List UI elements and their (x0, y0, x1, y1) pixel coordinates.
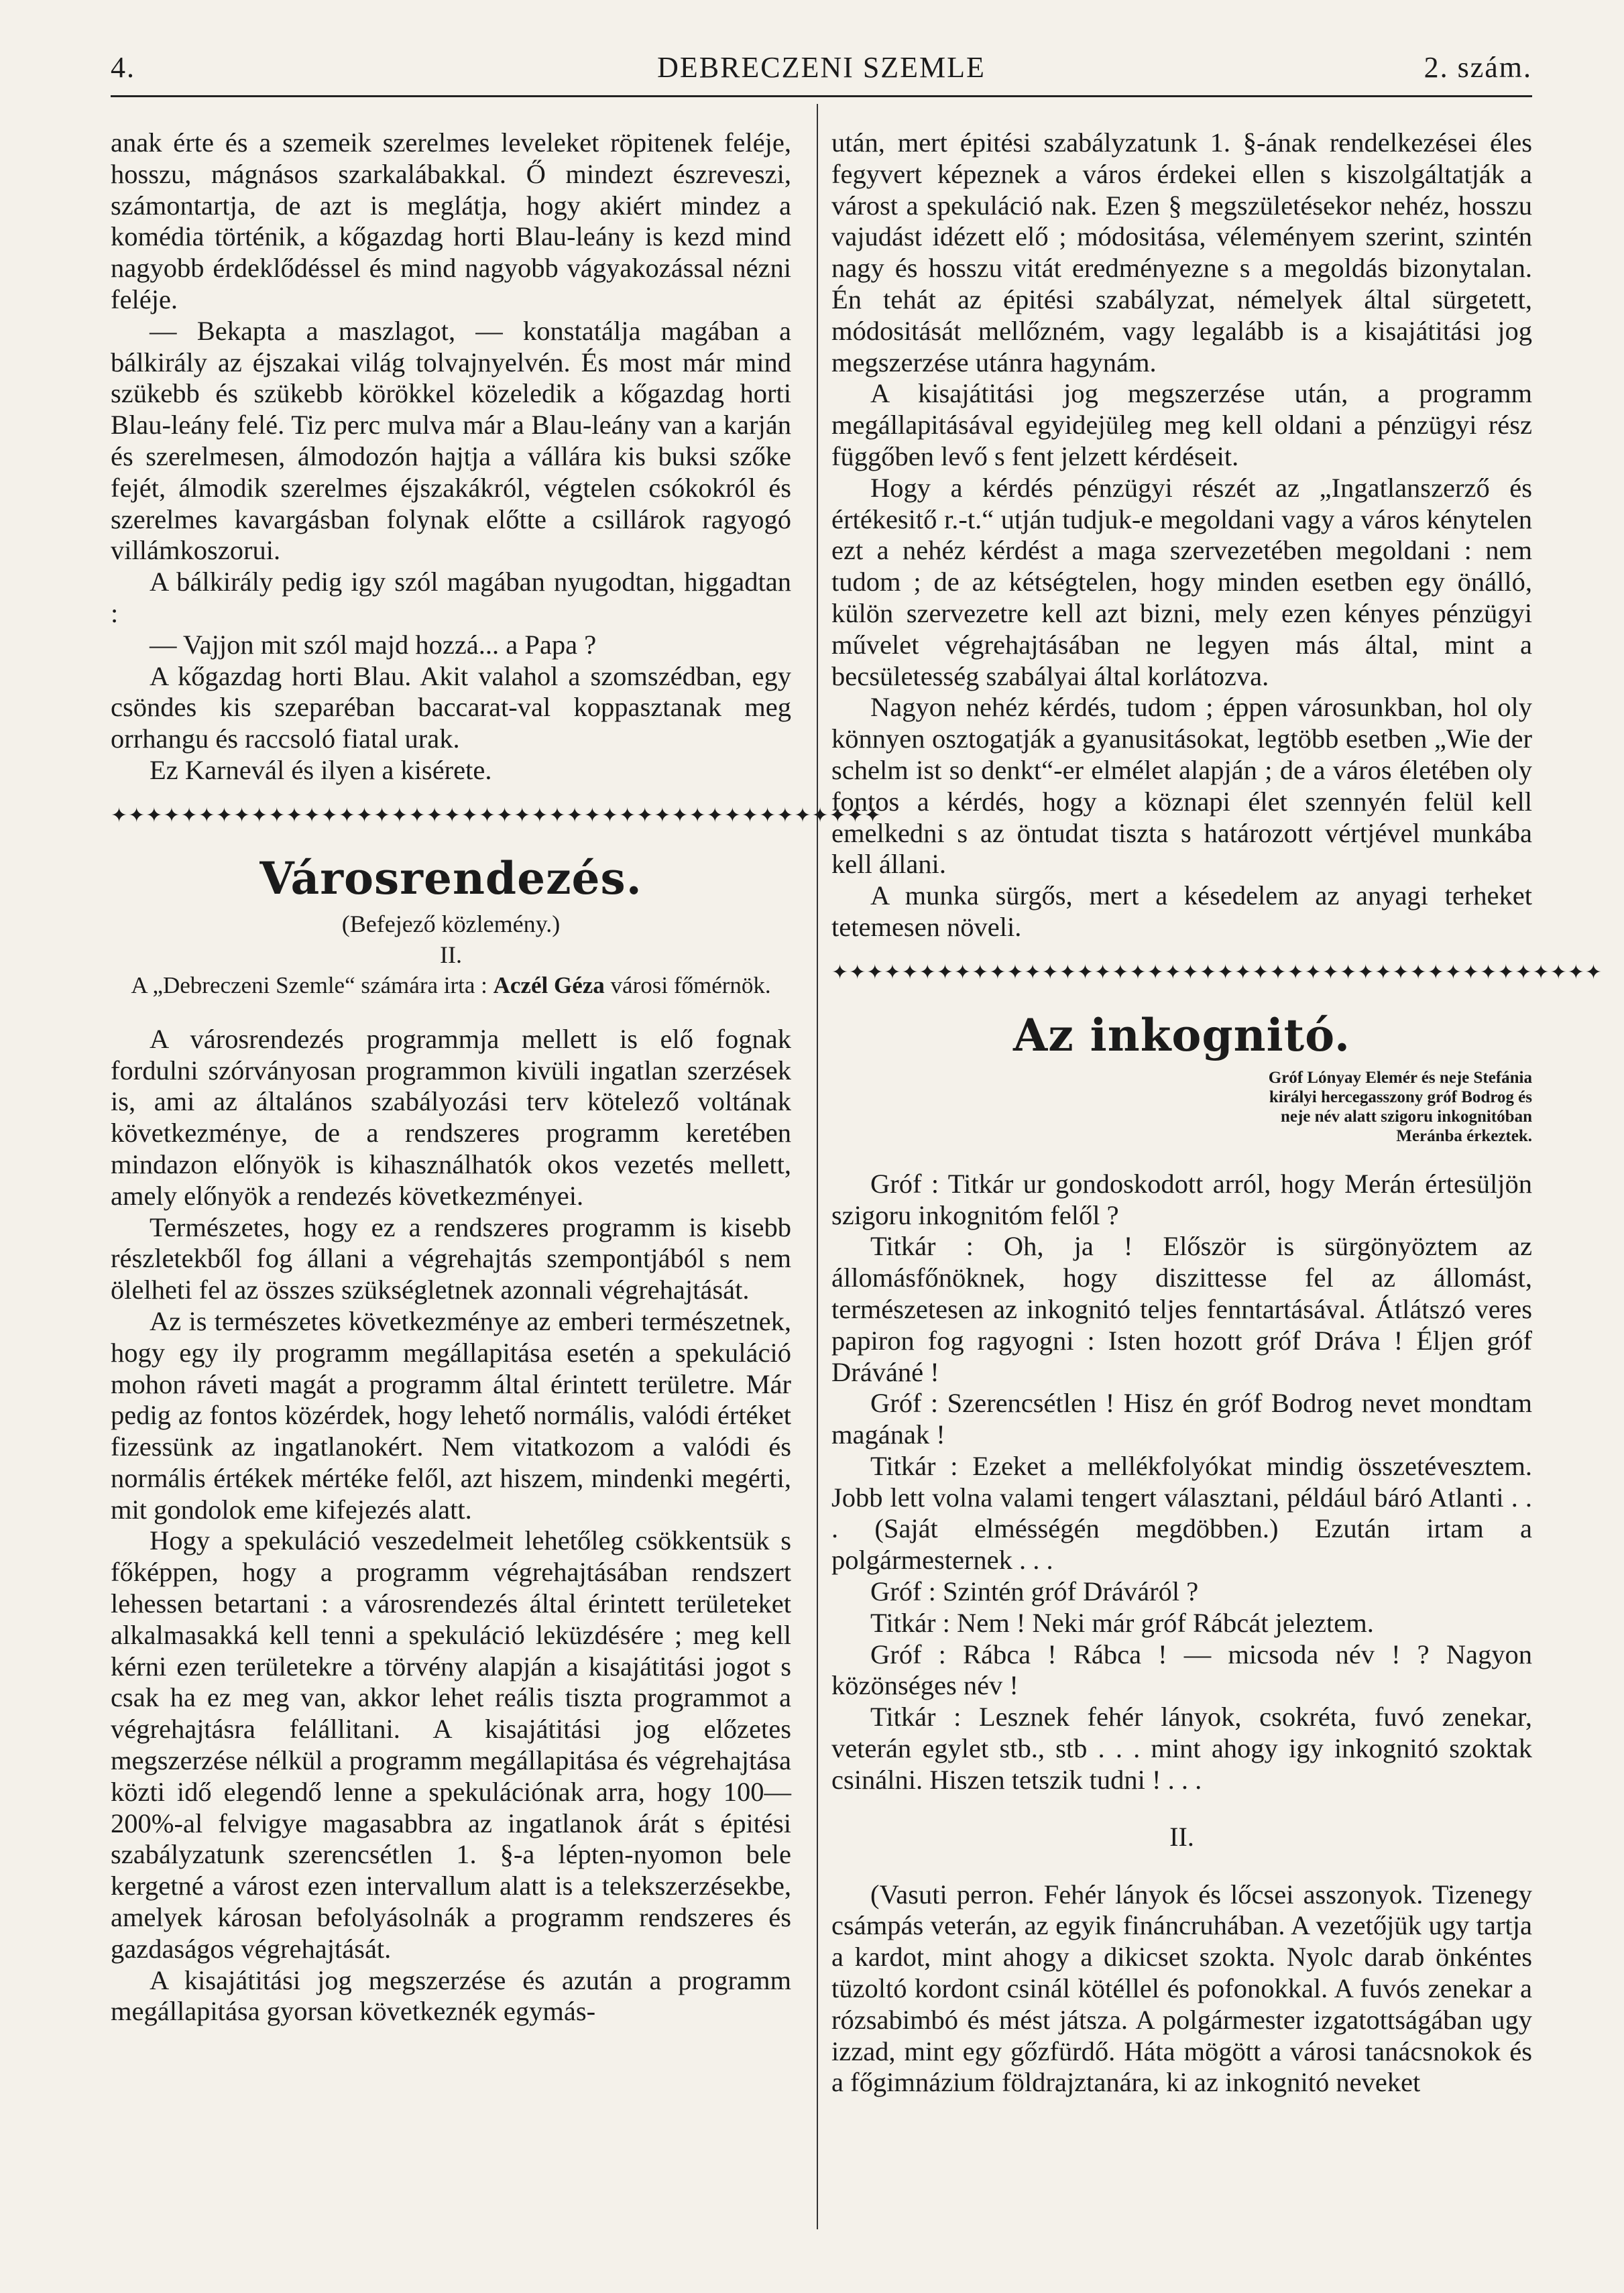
paragraph: A kisajátitási jog megszerzése és azután a programm megállapitása gyorsan következnék egymás- (111, 1964, 791, 2027)
paragraph: A kőgazdag horti Blau. Akit valahol a szomszédban, egy csöndes kis szeparéban baccarat-val koppasztanak meg orrhangu és raccsoló fiatal urak. (111, 660, 791, 754)
paragraph: anak érte és a szemeik szerelmes leveleket röpitenek feléje, hosszu, mágnásos szarkalábakkal. Ő mindezt észreveszi, számontartja, de azt is meglátja, hogy akiért mindez a komédia történik, a kőgazdag horti Blau-leány is kezd mind nagyobb érdeklődéssel és mind nagyobb vágyakozással nézni feléje. (111, 127, 791, 314)
story-title: Az inkognitó. (1012, 1008, 1350, 1061)
paragraph: Titkár : Ezeket a mellékfolyókat mindig összetévesztem. Jobb lett volna valami tengert választani, például báró Atlanti . . . (Saját elmésségén megdöbben.) Ezután irtam a polgármesternek . . . (831, 1450, 1532, 1576)
byline-author: Aczél Géza (493, 972, 605, 998)
paragraph: Titkár : Oh, ja ! Először is sürgönyöztem az állomásfőnöknek, hogy diszittesse fel az állomást, természetesen az inkognitó teljes fenntartásával. Átlátszó veres papiron fog ragyogni : Isten hozott gróf Dráva ! Éljen gróf Dráváné ! (831, 1231, 1532, 1387)
article-title: Városrendezés. (259, 851, 642, 904)
page-header (111, 47, 1532, 89)
header-rule (111, 95, 1532, 97)
article-note: (Befejező közlemény.) (341, 910, 561, 937)
paragraph: Gróf : Titkár ur gondoskodott arról, hogy Merán értesüljön szigoru inkognitóm felől ? (831, 1168, 1532, 1230)
paragraph: Az is természetes következménye az emberi természetnek, hogy egy ily programm megállapitása esetén a spekuláció mohon ráveti magát a programm által érintett területre. Már pedig az fontos közérdek, hogy lehető normális, valódi értéket fizessünk az ingatlanokért. Nem vitatkozom a valódi és normális értékek mértéke felől, azt hiszem, mindenki megérti, mit gondolok eme kifejezés alatt. (111, 1305, 791, 1525)
paragraph: A városrendezés programmja mellett is elő fognak fordulni szórványosan programmon kivüli ingatlan szerzések is, ami az általános szabályozási terv kötelező voltának következménye, de a rendszeres programm keretében mindazon előnyök is kihasználhatók okos vezetés mellett, amely előnyök a rendezés következményei. (111, 1023, 791, 1211)
byline-prefix: A „Debreczeni Szemle“ számára irta : (131, 972, 487, 998)
page-number: 4. (111, 51, 135, 84)
paragraph: — Bekapta a maszlagot, — konstatálja magában a bálkirály az éjszakai világ tolvajnyelvén. És most már mind szükebb és szükebb körökkel közeledik a kőgazdag horti Blau-leány felé. Tiz perc mulva már a Blau-leány van a karján és szerelmesen, álmodozón hajtja a vállára kis buksi szőke fejét, álmodik szerelmes éjszakákról, végtelen csókokról és szerelmes kavargásban folynak előtte a csillárok ragyogó villámkoszorui. (111, 315, 791, 566)
paragraph: (Vasuti perron. Fehér lányok és lőcsei asszonyok. Tizenegy csámpás veterán, az egyik fináncruhában. A vezetőjük ugy tartja a kardot, mint ahogy a dikicset szokta. Nyolc darab önkéntes tüzoltó kordont csinál kötéllel és pofonokkal. A fuvós zenekar a rózsabimbó és mést játsza. A polgármester izgatottságában ugy izzad, mint egy gőzfürdő. Háta mögött a városi tanácsnokok és a főgimnázium földrajztanára, ki az inkognitó neveket (831, 1879, 1532, 2098)
paragraph: Gróf : Rábca ! Rábca ! — micsoda név ! ? Nagyon közönséges név ! (831, 1639, 1532, 1701)
byline-suffix: városi főmérnök. (610, 972, 771, 998)
column-rule (817, 104, 818, 2229)
paragraph: után, mert épitési szabályzatunk 1. §-ának rendelkezései éles fegyvert képeznek a város érdekei ellen s kiszolgáltatják a várost a spekuláció nak. Ezen § megszületésekor nehéz, hosszu vajudást idézett elő ; módositása, véleményem szerint, szintén nagy és hosszu vitát eredményezne s a megoldás bizonytalan. Én tehát az épitési szabályzat, némelyek által sürgetett, módositását mellőzném, vagy legalább is a kisajátitási jog megszerzése utánra hagynám. (831, 127, 1532, 377)
paragraph: Nagyon nehéz kérdés, tudom ; éppen városunkban, hol oly könnyen osztogatják a gyanusitásokat, legtöbb esetben „Wie der schelm ist so denkt“-er elmélet alapján ; de a város életében oly fontos a kérdés, hogy a köznapi élet szennyén felül kell emelkedni s az öntudat tiszta s határozott vértjével munkába kell állani. (831, 692, 1532, 880)
issue-number: 2. szám. (1424, 51, 1532, 84)
article-part: II. (440, 941, 462, 968)
ornament-divider: ✦✦✦✦✦✦✦✦✦✦✦✦✦✦✦✦✦✦✦✦✦✦✦✦✦✦✦✦✦✦✦✦✦✦✦✦✦✦✦✦✦✦✦✦ (831, 960, 1603, 984)
paragraph: Titkár : Nem ! Neki már gróf Rábcát jeleztem. (870, 1607, 1374, 1638)
paragraph: Titkár : Lesznek fehér lányok, csokréta, fuvó zenekar, veterán egylet stb., stb . . . mint ahogy igy inkognitó szoktak csinálni. Hiszen tetszik tudni ! . . . (831, 1702, 1532, 1795)
paragraph: Gróf : Szerencsétlen ! Hisz én gróf Bodrog nevet mondtam magának ! (831, 1388, 1532, 1450)
paragraph: Hogy a spekuláció veszedelmeit lehetőleg csökkentsük s főképpen, hogy a programm végrehajtásában rendszert lehessen betartani : a városrendezés által érintett területeket alkalmasakká kell tenni a spekuláció leküzdésére ; meg kell kérni ezen területekre a törvény alapján a kisajátitási jogot s csak ha ez meg van, akkor lehet reális tiszta programmot a végrehajtásra felállitani. A kisajátitási jog előzetes megszerzése nélkül a programm megállapitása és végrehajtása közti idő elegendő lenne a spekulációnak arra, hogy 100—200%-al felvigye magasabbra az ingatlanok árát s épitési szabályzatunk szerencsétlen 1. §-a lépten-nyomon bele kergetné a várost ezen intervallum alatt is a telekszerzésekbe, amelyek károsan befolyásolnák a programm rendszeres és gazdaságos végrehajtását. (111, 1525, 791, 1964)
left-column (111, 127, 882, 2027)
paragraph: A bálkirály pedig igy szól magában nyugodtan, higgadtan : (111, 567, 791, 628)
story-part: II. (1169, 1821, 1194, 1852)
story-dedication: Gróf Lónyay Elemér és neje Stefánia királyi hercegasszony gróf Bodrog és neje név alatt szigoru inkognitóban Meránba érkeztek. (1268, 1068, 1532, 1145)
paragraph: A munka sürgős, mert a késedelem az anyagi terheket tetemesen növeli. (831, 880, 1532, 942)
paragraph: Ez Karnevál és ilyen a kisérete. (150, 754, 492, 785)
paragraph: Hogy a kérdés pénzügyi részét az „Ingatlanszerző és értékesitő r.-t.“ utján tudjuk-e megoldani vagy a város kénytelen ezt a nehéz kérdést a maga szervezetében megoldani : nem tudom ; de az kétségtelen, hogy minden esetben egy önálló, külön szervezetre kell azt bizni, mely ezen kényes pénzügyi művelet végrehajtásában ne legyen más által, mint a becsületesség szabályai által korlátozva. (831, 472, 1532, 691)
paragraph: — Vajjon mit szól majd hozzá... a Papa ? (150, 629, 597, 660)
paragraph: Gróf : Szintén gróf Dráváról ? (870, 1576, 1199, 1607)
ornament-divider: ✦✦✦✦✦✦✦✦✦✦✦✦✦✦✦✦✦✦✦✦✦✦✦✦✦✦✦✦✦✦✦✦✦✦✦✦✦✦✦✦✦✦✦✦ (111, 803, 882, 827)
right-column (831, 127, 1603, 2099)
paragraph: Természetes, hogy ez a rendszeres programm is kisebb részletekből fog állani a végrehajtás szempontjából s nem ölelheti fel az összes szükségletnek azonnali végrehajtását. (111, 1212, 791, 1305)
paragraph: A kisajátitási jog megszerzése után, a programm megállapitásával egyidejüleg meg kell oldani a pénzügyi rész függőben levő s fent jelzett kérdéseit. (831, 378, 1532, 471)
publication-title: DEBRECZENI SZEMLE (657, 51, 986, 84)
article-byline (111, 970, 791, 1001)
